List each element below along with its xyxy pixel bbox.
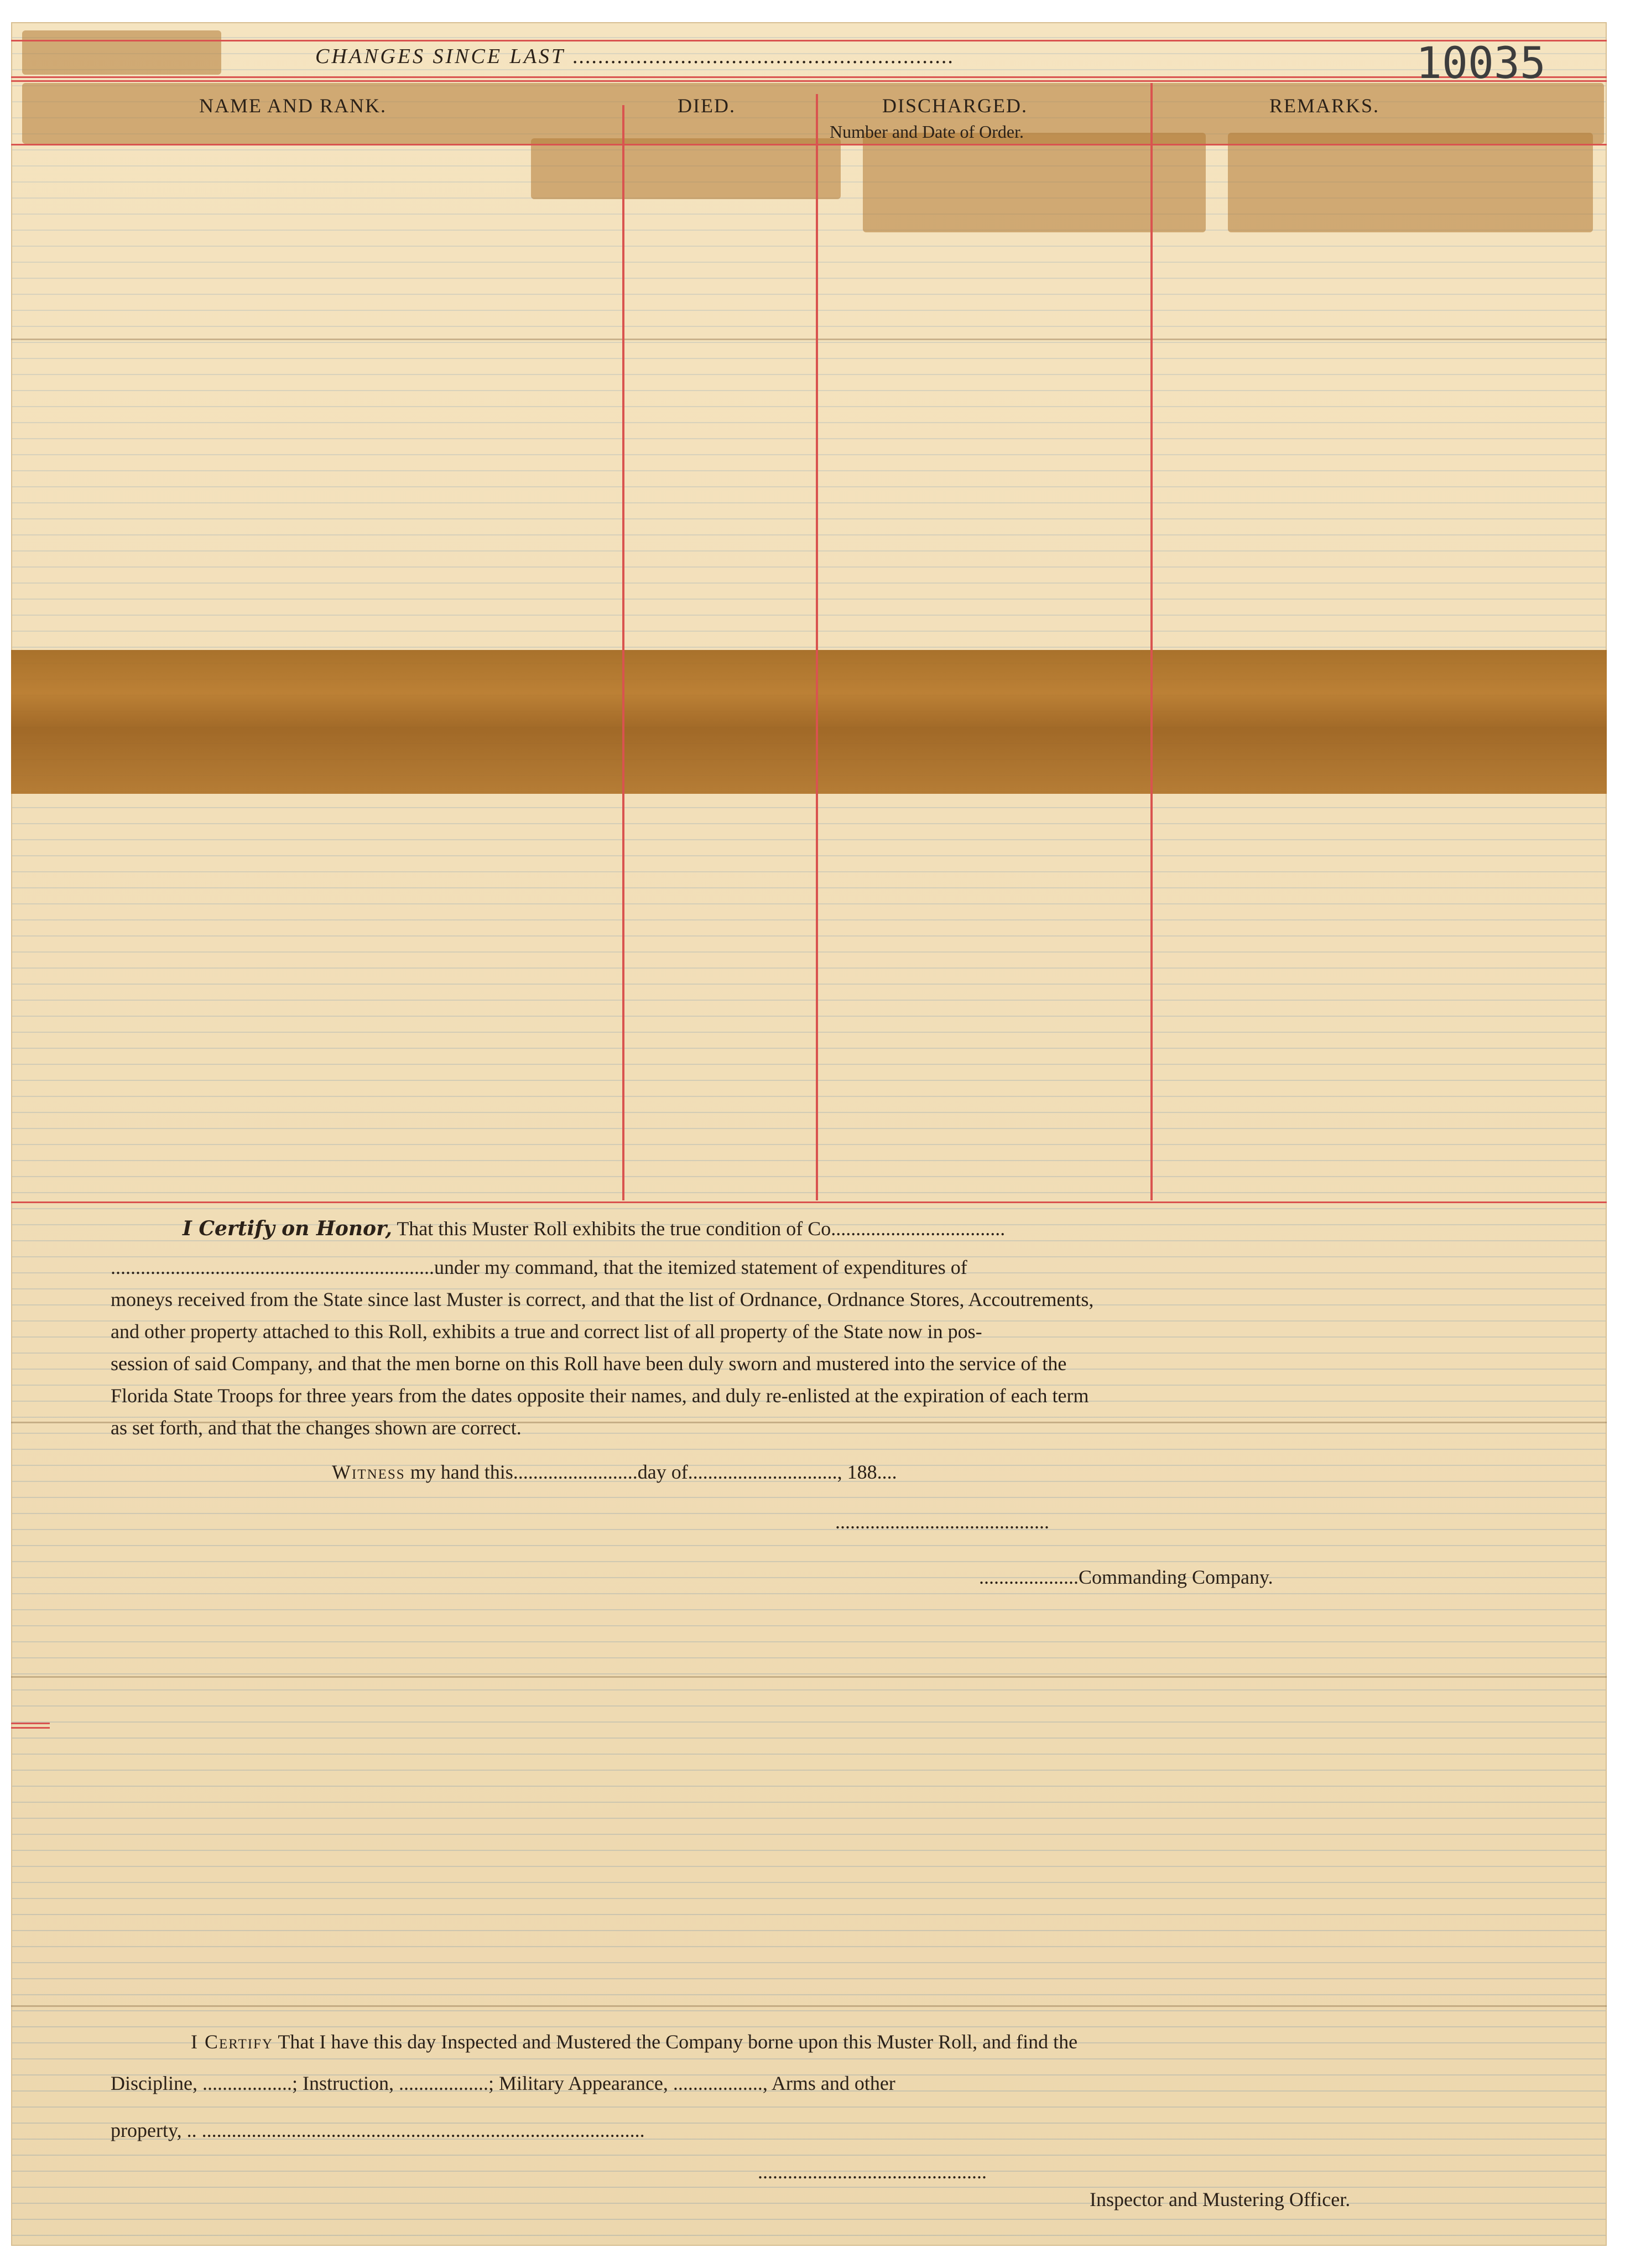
certification-line: and other property attached to this Roll, exhibits a true and correct list of all property of the State now in pos- xyxy=(111,1320,982,1343)
witness-text: my hand this.........................day of.............................., 188.... xyxy=(410,1461,897,1483)
certification-text: That this Muster Roll exhibits the true condition of Co................................... xyxy=(397,1218,1006,1240)
tape-stain-top-left xyxy=(22,30,221,75)
certification-line: session of said Company, and that the men borne on this Roll have been duly sworn and mustered into the service of the xyxy=(111,1353,1067,1375)
tape-stain-header-far-right xyxy=(1228,133,1593,232)
header-rule xyxy=(11,80,1607,82)
inspection-line: Discipline, ..................; Instruction, ..................; Military Appearance, .................., Arms and other xyxy=(111,2072,895,2094)
margin-rule xyxy=(11,1723,50,1724)
column-divider-remarks xyxy=(1150,83,1153,1200)
column-header-died: DIED. xyxy=(678,95,736,117)
witness-line xyxy=(332,1460,897,1484)
certification-lead: I Certify on Honor, xyxy=(183,1217,392,1240)
header-title: CHANGES SINCE LAST xyxy=(315,45,565,68)
signature-dots: ........................................... xyxy=(835,1511,1049,1533)
certification-line: as set forth, and that the changes shown are correct. xyxy=(111,1417,522,1439)
certification-line: Florida State Troops for three years from the dates opposite their names, and duly re-enlisted at the expiration of each term xyxy=(111,1385,1089,1407)
tape-stain-header-right xyxy=(863,133,1206,232)
certification-line: .................................................................under my command, that the itemized statement of expenditures of xyxy=(111,1256,967,1278)
header-rule xyxy=(11,40,1607,41)
fold-line xyxy=(11,1676,1607,1678)
margin-rule xyxy=(11,1727,50,1729)
header-rule xyxy=(11,144,1607,145)
document-number: 10035 xyxy=(1416,39,1546,89)
inspection-lead: I Certify xyxy=(191,2031,273,2053)
table-bottom-rule xyxy=(11,1201,1607,1203)
tape-stain-header-left xyxy=(531,138,841,199)
column-header-name-rank: NAME AND RANK. xyxy=(199,95,387,117)
certification-line xyxy=(183,1217,1005,1240)
column-subheader-order: Number and Date of Order. xyxy=(830,122,1024,142)
column-divider-died xyxy=(622,105,624,1200)
inspection-line xyxy=(191,2030,1077,2053)
inspection-line: property, .. ......................................................................................... xyxy=(111,2119,645,2141)
fold-line xyxy=(11,2005,1607,2007)
header-dots: ............................................................ xyxy=(572,45,954,68)
muster-roll-sheet xyxy=(11,22,1607,2246)
column-header-discharged: DISCHARGED. xyxy=(882,95,1028,117)
witness-label: Witness xyxy=(332,1461,405,1483)
inspection-text: That I have this day Inspected and Mustered the Company borne upon this Muster Roll, and find the xyxy=(278,2031,1078,2053)
inspector-signature-dots: .............................................. xyxy=(758,2161,987,2183)
changes-since-last-header xyxy=(315,44,954,69)
certification-line: moneys received from the State since last Muster is correct, and that the list of Ordnance, Ordnance Stores, Accoutrements, xyxy=(111,1288,1094,1310)
column-divider-discharged xyxy=(816,94,818,1200)
header-rule xyxy=(11,76,1607,78)
inspector-title: Inspector and Mustering Officer. xyxy=(1090,2188,1351,2210)
fold-line xyxy=(11,339,1607,340)
tape-band-middle xyxy=(11,650,1607,794)
commanding-company-line: ....................Commanding Company. xyxy=(979,1566,1273,1588)
column-header-remarks: REMARKS. xyxy=(1269,95,1380,117)
